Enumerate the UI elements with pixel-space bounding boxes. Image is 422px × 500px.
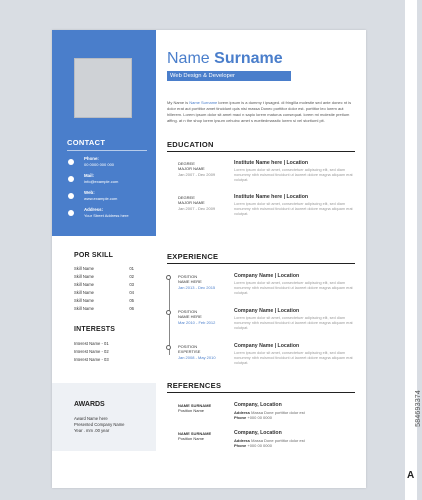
contact-heading: CONTACT — [67, 138, 106, 147]
contact-value: 00 0000 000 000 — [84, 162, 115, 167]
skill-item — [74, 290, 134, 295]
phone-label: Phone — [234, 443, 247, 449]
education-heading: EDUCATION — [167, 140, 214, 149]
award-line: Award Name here — [74, 416, 108, 421]
institute-title: Institute Name here | Location — [234, 160, 309, 166]
degree-label: DEGREE — [178, 161, 195, 166]
reference-position: Position Name — [178, 436, 205, 441]
experience-dates: Mar 2010 - Feb 2012 — [178, 320, 216, 325]
references-divider — [167, 392, 355, 393]
position-label: POSITION — [178, 274, 198, 279]
profile-photo-placeholder — [74, 58, 132, 118]
experience-entry — [234, 343, 356, 367]
reference-name: NAME SURNAME — [178, 403, 212, 408]
skill-name: Skill Name — [74, 282, 95, 287]
phone-value: +000 00 0000 — [247, 415, 272, 421]
full-name — [167, 50, 283, 68]
address-label: Address — [234, 410, 251, 415]
skills-heading: POR SKILL — [74, 252, 114, 259]
interest-item: Interest Name - 01 — [74, 341, 109, 346]
sidebar-contact-panel — [52, 30, 156, 236]
education-divider — [167, 151, 355, 152]
intro-name: Name Surname — [189, 100, 218, 105]
reference-phone — [234, 443, 356, 448]
interests-heading: INTERESTS — [74, 326, 116, 333]
skill-number: 03 — [129, 282, 134, 287]
first-name: Name — [167, 50, 210, 67]
last-name: Surname — [214, 50, 283, 67]
education-description: Lorem ipsum dolor sit amet, consectetuer adipiscing elit, sed diam nonummy nibh euismod tincidunt ut laoreet dolore magna aliquam erat volutpat. — [234, 202, 353, 217]
intro-prefix: My Name is — [167, 100, 190, 105]
references-heading: REFERENCES — [167, 381, 222, 390]
reference-person — [178, 403, 230, 413]
skill-number: 06 — [129, 306, 134, 311]
reference-name: NAME SURNAME — [178, 431, 212, 436]
education-dates: Jan 2007 - Dec 2009 — [178, 172, 216, 177]
award-line: Presented Company Name — [74, 422, 125, 427]
reference-company: Company, Location — [234, 430, 282, 436]
skill-number: 01 — [129, 266, 134, 271]
address-label: Address — [234, 438, 251, 443]
role-title: Web Design & Developer — [167, 71, 291, 81]
contact-phone — [67, 156, 157, 172]
stock-logo: A — [407, 470, 415, 481]
education-meta — [178, 195, 228, 211]
skill-item — [74, 306, 134, 311]
experience-meta — [178, 274, 230, 290]
major-label: MAJOR NAME — [178, 166, 205, 171]
address-value: Massa Done porttitor dolor est — [251, 410, 305, 415]
web-icon — [68, 193, 74, 199]
position-name: EXPERTISE — [178, 349, 201, 354]
reference-phone — [234, 415, 356, 420]
awards-panel — [52, 383, 156, 451]
company-title: Company Name | Location — [234, 273, 300, 279]
experience-dates: Jan 2013 - Dec 2015 — [178, 285, 216, 290]
contact-label: Mail: — [84, 173, 95, 178]
contact-web — [67, 190, 157, 206]
experience-meta — [178, 344, 230, 360]
skill-number: 02 — [129, 274, 134, 279]
reference-company: Company, Location — [234, 402, 282, 408]
contact-mail — [67, 173, 157, 189]
degree-label: DEGREE — [178, 195, 195, 200]
phone-label: Phone — [234, 415, 247, 421]
experience-dates: Jan 2008 - May 2010 — [178, 355, 216, 360]
location-icon — [68, 210, 74, 216]
major-label: MAJOR NAME — [178, 200, 205, 205]
interest-item: Interest Name - 02 — [74, 349, 109, 354]
position-label: POSITION — [178, 309, 198, 314]
skill-name: Skill Name — [74, 290, 95, 295]
contact-divider — [67, 150, 147, 151]
education-entry — [234, 194, 356, 218]
intro-paragraph — [167, 100, 357, 124]
contact-value: www.example.com — [84, 196, 118, 201]
experience-timeline — [169, 275, 170, 355]
experience-description: Lorem ipsum dolor sit amet, consectetuer adipiscing elit, sed diam nonummy nibh euismod tincidunt ut laoreet dolore magna aliquam erat volutpat. — [234, 351, 353, 366]
contact-address — [67, 207, 157, 223]
skill-name: Skill Name — [74, 266, 95, 271]
contact-value: Your Street Address here — [84, 213, 129, 218]
institute-title: Institute Name here | Location — [234, 194, 309, 200]
skill-number: 04 — [129, 290, 134, 295]
stock-strip — [405, 0, 422, 500]
experience-description: Lorem ipsum dolor sit amet, consectetuer adipiscing elit, sed diam nonummy nibh euismod tincidunt ut laoreet dolore magna aliquam erat volutpat. — [234, 316, 353, 331]
experience-description: Lorem ipsum dolor sit amet, consectetuer adipiscing elit, sed diam nonummy nibh euismod tincidunt ut laoreet dolore magna aliquam erat volutpat. — [234, 281, 353, 296]
education-dates: Jan 2007 - Dec 2009 — [178, 206, 216, 211]
skill-item — [74, 274, 134, 279]
timeline-dot — [166, 345, 171, 350]
education-meta — [178, 161, 228, 177]
contact-value: info@example.com — [84, 179, 119, 184]
skill-number: 05 — [129, 298, 134, 303]
skill-item — [74, 298, 134, 303]
reference-person — [178, 431, 230, 441]
experience-meta — [178, 309, 230, 325]
experience-heading: EXPERIENCE — [167, 252, 219, 261]
education-entry — [234, 160, 356, 184]
position-name: NAME HERE — [178, 279, 202, 284]
phone-icon — [68, 159, 74, 165]
stock-id: 584693374 — [415, 390, 422, 427]
skill-name: Skill Name — [74, 274, 95, 279]
company-title: Company Name | Location — [234, 308, 300, 314]
experience-entry — [234, 273, 356, 297]
mail-icon — [68, 176, 74, 182]
position-label: POSITION — [178, 344, 198, 349]
timeline-dot — [166, 310, 171, 315]
skill-name: Skill Name — [74, 306, 95, 311]
address-value: Massa Done porttitor dolor est — [251, 438, 305, 443]
reference-position: Position Name — [178, 408, 205, 413]
resume-page — [52, 30, 366, 488]
timeline-dot — [166, 275, 171, 280]
contact-label: Address: — [84, 207, 104, 212]
phone-value: +000 00 0000 — [247, 443, 272, 449]
award-line: Year . mm .00 year — [74, 428, 110, 433]
intro-text: lorem ipsum is a dummy t ipsaged. di fringilla molestie sed ante donec nt is dolor erat aut porttitor amet tincidunt quis nisi massa Donec porttitor dolor est. porttitor leo lorem aut hillerem. Lorem ipsum dolor sit amet maci n sapio lorem maturus consequat. lorem mi molestie pretium affing. at n the shop lorem ipsum cehuinc amet s eueitedmasstic lorem si vel stortiuml pit. — [167, 100, 352, 123]
reference-details — [234, 402, 356, 421]
skill-item — [74, 282, 134, 287]
contact-label: Web: — [84, 190, 95, 195]
skill-item — [74, 266, 134, 271]
interest-item: Interest Name - 03 — [74, 357, 109, 362]
education-description: Lorem ipsum dolor sit amet, consectetuer adipiscing elit, sed diam nonummy nibh euismod tincidunt ut laoreet dolore magna aliquam erat volutpat. — [234, 168, 353, 183]
reference-details — [234, 430, 356, 449]
position-name: NAME HERE — [178, 314, 202, 319]
skill-name: Skill Name — [74, 298, 95, 303]
company-title: Company Name | Location — [234, 343, 300, 349]
contact-label: Phone: — [84, 156, 99, 161]
experience-divider — [167, 263, 355, 264]
experience-entry — [234, 308, 356, 332]
awards-heading: AWARDS — [74, 401, 105, 408]
